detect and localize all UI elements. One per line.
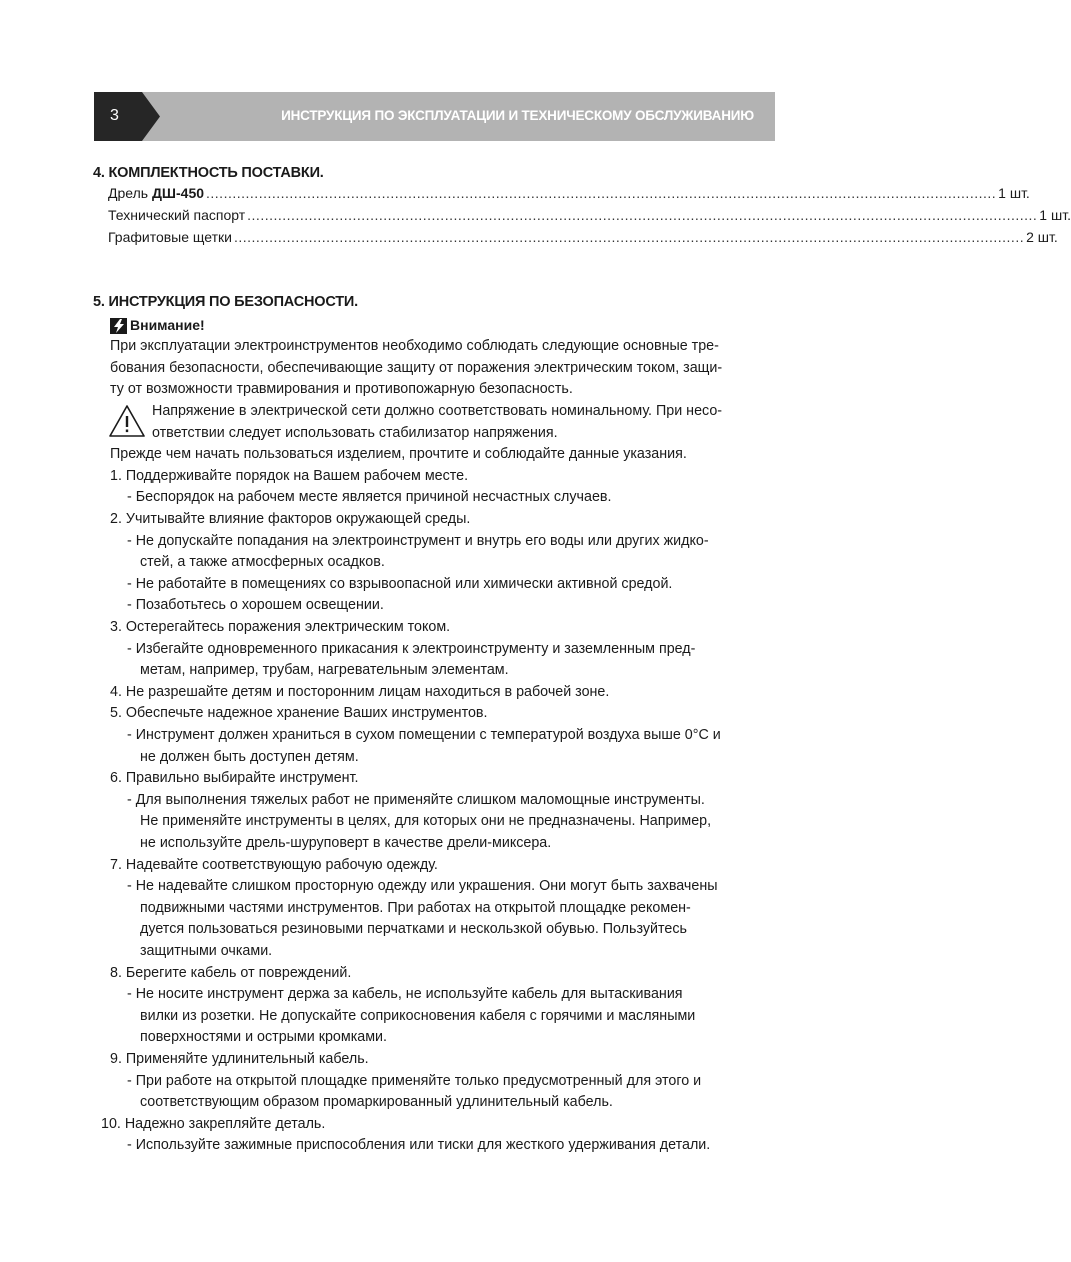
rule-detail: - Инструмент должен храниться в сухом помещении с температурой воздуха выше 0°C и: [127, 727, 721, 743]
kit-list: [108, 183, 1071, 248]
rule-heading: 8. Берегите кабель от повреждений.: [110, 965, 352, 981]
leader-dots: ....................................................................................................................................................................................: [233, 228, 1025, 245]
kit-item: [108, 183, 1030, 205]
rule-detail: не должен быть доступен детям.: [140, 749, 359, 765]
leader-dots: ....................................................................................................................................................................................: [206, 185, 997, 201]
rule-heading: 9. Применяйте удлинительный кабель.: [110, 1051, 369, 1067]
page-header-title: ИНСТРУКЦИЯ ПО ЭКСПЛУАТАЦИИ И ТЕХНИЧЕСКОМУ ОБСЛУЖИВАНИЮ: [281, 108, 754, 123]
rule-detail: поверхностями и острыми кромками.: [140, 1029, 388, 1045]
page-number: 3: [110, 107, 119, 124]
model-name: ДШ-450: [151, 185, 205, 201]
rule-heading: 2. Учитывайте влияние факторов окружающей среды.: [110, 511, 471, 527]
rule-heading: 4. Не разрешайте детям и посторонним лицам находиться в рабочей зоне.: [110, 684, 610, 700]
attention-label: Внимание!: [130, 317, 205, 333]
voltage-warning-line: ответствии следует использовать стабилизатор напряжения.: [152, 425, 558, 441]
rule-detail: - Для выполнения тяжелых работ не применяйте слишком маломощные инструменты.: [127, 792, 705, 808]
body-text-line: Прежде чем начать пользоваться изделием, прочтите и соблюдайте данные указания.: [110, 446, 687, 462]
section-4-title: 4. КОМПЛЕКТНОСТЬ ПОСТАВКИ.: [93, 165, 324, 181]
kit-item-qty: 1 шт.: [998, 185, 1030, 201]
rule-heading: 6. Правильно выбирайте инструмент.: [110, 770, 359, 786]
rule-detail: вилки из розетки. Не допускайте соприкосновения кабеля с горячими и масляными: [140, 1008, 696, 1024]
attention-heading: [110, 315, 205, 336]
rule-heading: 1. Поддерживайте порядок на Вашем рабочем месте.: [110, 468, 469, 484]
intro-text-line: При эксплуатации электроинструментов необходимо соблюдать следующие основные тре-: [110, 338, 719, 354]
kit-item-name: Дрель ДШ-450: [108, 185, 205, 201]
rule-heading: 10. Надежно закрепляйте деталь.: [101, 1116, 326, 1132]
rule-detail: Не применяйте инструменты в целях, для которых они не предназначены. Например,: [140, 813, 712, 829]
kit-item: [108, 205, 1071, 227]
rule-detail: защитными очками.: [140, 943, 273, 959]
rule-detail: - Позаботьтесь о хорошем освещении.: [127, 597, 384, 613]
kit-item-name: Графитовые щетки: [108, 228, 232, 245]
rule-detail: - Беспорядок на рабочем месте является причиной несчастных случаев.: [127, 489, 612, 505]
rule-heading: 7. Надевайте соответствующую рабочую одежду.: [110, 857, 438, 873]
rule-detail: не используйте дрель-шуруповерт в качестве дрели-миксера.: [140, 835, 552, 851]
lightning-bolt-icon: [110, 318, 127, 334]
rule-detail: соответствующим образом промаркированный удлинительный кабель.: [140, 1094, 613, 1110]
rule-detail: - Не работайте в помещениях со взрывоопасной или химически активной средой.: [127, 576, 673, 592]
warning-triangle-icon: [108, 404, 146, 438]
intro-text-line: ту от возможности травмирования и противопожарную безопасность.: [110, 381, 573, 397]
rule-detail: - Используйте зажимные приспособления или тиски для жесткого удерживания детали.: [127, 1137, 711, 1153]
rule-detail: метам, например, трубам, нагревательным элементам.: [140, 662, 509, 678]
rule-detail: - При работе на открытой площадке применяйте только предусмотренный для этого и: [127, 1073, 702, 1089]
rule-detail: стей, а также атмосферных осадков.: [140, 554, 385, 570]
rule-detail: - Не допускайте попадания на электроинструмент и внутрь его воды или других жидко-: [127, 533, 709, 549]
rule-heading: 3. Остерегайтесь поражения электрическим током.: [110, 619, 451, 635]
rule-heading: 5. Обеспечьте надежное хранение Ваших инструментов.: [110, 705, 488, 721]
section-5-title: 5. ИНСТРУКЦИЯ ПО БЕЗОПАСНОСТИ.: [93, 294, 358, 310]
kit-item-qty: 1 шт.: [1039, 206, 1071, 223]
rule-detail: подвижными частями инструментов. При работах на открытой площадке рекомен-: [140, 900, 691, 916]
rule-detail: дуется пользоваться резиновыми перчатками и нескользкой обувью. Пользуйтесь: [140, 921, 687, 937]
rule-detail: - Избегайте одновременного прикасания к электроинструменту и заземленным пред-: [127, 641, 696, 657]
rule-detail: - Не надевайте слишком просторную одежду или украшения. Они могут быть захвачены: [127, 878, 718, 894]
leader-dots: ....................................................................................................................................................................................: [247, 206, 1038, 223]
intro-text-line: бования безопасности, обеспечивающие защиту от поражения электрическим током, защи-: [110, 360, 723, 376]
kit-item-name: Технический паспорт: [108, 206, 246, 223]
rule-detail: - Не носите инструмент держа за кабель, не используйте кабель для вытаскивания: [127, 986, 683, 1002]
kit-item: [108, 227, 1058, 249]
kit-item-qty: 2 шт.: [1026, 228, 1058, 245]
voltage-warning-line: Напряжение в электрической сети должно соответствовать номинальному. При несо-: [152, 403, 723, 419]
